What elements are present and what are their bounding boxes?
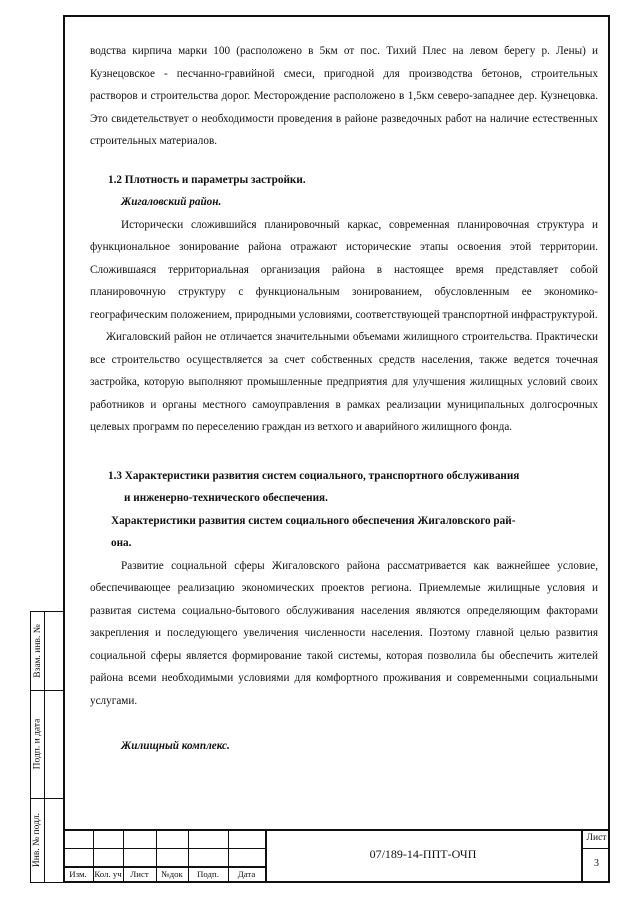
col-header-signature: Подп. bbox=[197, 869, 219, 879]
side-label-replacement-inv: Взам. инв. № bbox=[32, 624, 43, 678]
heading-systems-line1: 1.3 Характеристики развития систем социального, транспортного обслуживания bbox=[108, 469, 520, 482]
document-body bbox=[90, 40, 598, 758]
side-stamp bbox=[30, 611, 63, 883]
paragraph-social-sphere: Развитие социальной сферы Жигаловского района рассматривается как важнейшее условие, обеспечивающее реализацию экономических проектов региона. Приемлемые жилищные условия и развитая система социально-бытового обслуживания населения являются определяющим факторами закрепления и последующего увеличения численности населения. Поэтому главной целью развития социальной сферы является формирование такой системы, которая позволила бы обеспечить жителей района всеми необходимыми условиями для комфортного проживания и современными социальными услугами. bbox=[90, 559, 598, 707]
side-label-original-inv: Инв. № подл. bbox=[32, 812, 43, 868]
paragraph-planning: Исторически сложившийся планировочный каркас, современная планировочная структура и функциональное зонирование района отражают исторические этапы освоения этой территории. Сложившаяся территориальная организация района в настоящее время представляет собой планировочную структуру с функциональным зонированием, обусловленным ее экономико-географическим положением, природными условиями, соответствующей транспортной инфраструктурой. bbox=[90, 218, 598, 321]
side-label-signature-date: Подп. и дата bbox=[32, 718, 43, 770]
subheading-social-line2: она. bbox=[111, 537, 132, 549]
document-code: 07/189-14-ППТ-ОЧП bbox=[369, 847, 477, 861]
subheading-district: Жигаловский район. bbox=[121, 196, 222, 208]
heading-systems-line2: и инженерно-технического обеспечения. bbox=[124, 492, 328, 504]
paragraph-housing-construction: Жигаловский район не отличается значительными объемами жилищного строительства. Практически все строительство осуществляется за счет собственных средств населения, также ведется точечная застройка, которую выполняют промышленные предприятия для улучшения жилищных условий своих работников и органы местного самоуправления в рамках реализации муниципальных долгосрочных целевых программ по переселению граждан из ветхого и аварийного жилищного фонда. bbox=[90, 331, 598, 433]
col-header-count: Кол. уч bbox=[94, 869, 122, 879]
sheet-number: 3 bbox=[594, 858, 599, 869]
col-header-doc-number: №док bbox=[161, 869, 183, 879]
col-header-change: Изм. bbox=[69, 869, 87, 879]
sheet-label: Лист bbox=[586, 833, 607, 843]
paragraph-materials: водства кирпича марки 100 (расположено в 5км от пос. Тихий Плес на левом берегу р. Лены) и Кузнецовское - песчанно-гравийной смеси, пригодной для производства бетонов, строительных растворов и строительства дорог. Месторождение расположено в 1,5км северо-западнее дер. Кузнецовка. Это свидетельствует о необходимости проведения в районе разведочных работ на наличие естественных строительных материалов. bbox=[90, 45, 598, 147]
subheading-social-line1: Характеристики развития систем социального обеспечения Жигаловского рай- bbox=[111, 514, 516, 527]
heading-density: 1.2 Плотность и параметры застройки. bbox=[108, 173, 306, 186]
col-header-sheet: Лист bbox=[130, 869, 149, 879]
col-header-date: Дата bbox=[237, 869, 256, 879]
heading-housing-complex: Жилищный комплекс. bbox=[121, 740, 230, 752]
